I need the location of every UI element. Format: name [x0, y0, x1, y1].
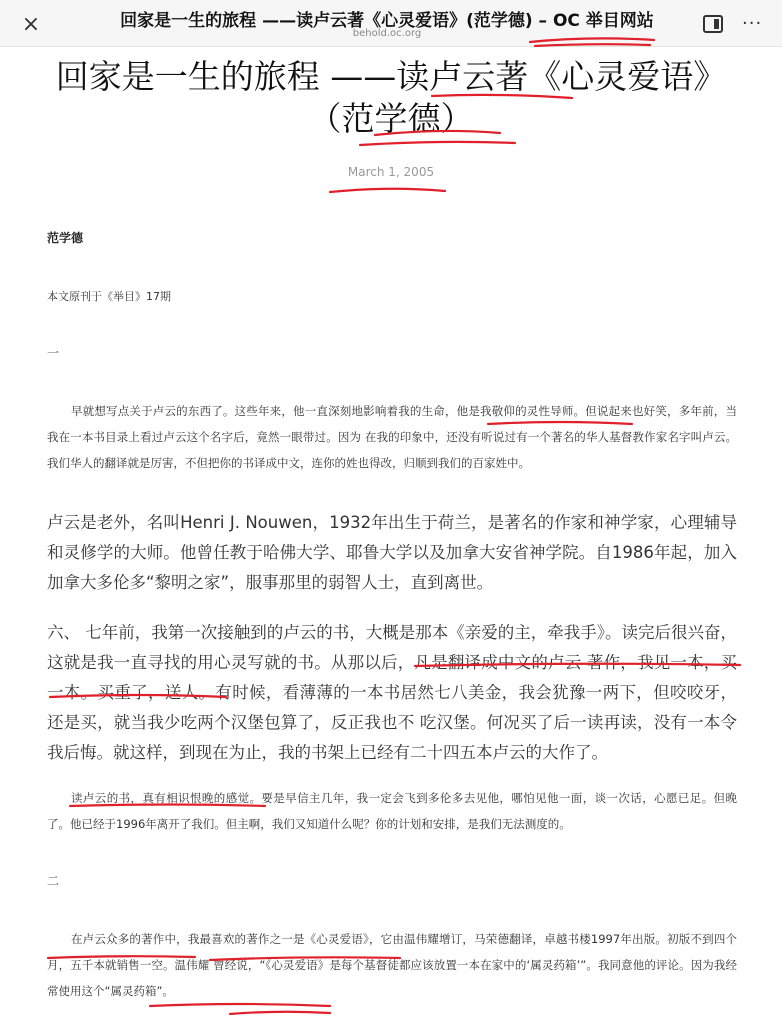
- browser-page-title: 回家是一生的旅程 ——读卢云著《心灵爱语》(范学德) – OC 举目网站: [120, 11, 654, 31]
- paragraph-5: 在卢云众多的著作中，我最喜欢的著作之一是《心灵爱语》，它由温伟耀增订，马荣德翻译，卓越书楼1997年出版。初版不到四个月，五千本就销售一空。温伟耀 曾经说，“《心灵爱语》是每个基督徒都应该放置一本在家中的‘属灵药箱’”。我同意他的评论。因为我经常使用这个“属灵药箱”。: [47, 932, 737, 998]
- publication-note: 本文原刊于《举目》17期: [47, 290, 171, 303]
- underline-date: [330, 189, 445, 192]
- close-icon[interactable]: ×: [21, 12, 41, 37]
- article-date: March 1, 2005: [347, 165, 435, 179]
- browser-url: behold.oc.org: [352, 28, 422, 39]
- section-marker-2: 二: [47, 874, 60, 888]
- browser-toolbar: [0, 0, 782, 47]
- underline-author-name-2: [360, 142, 515, 145]
- paragraph-2: 卢云是老外，名叫Henri J. Nouwen，1932年出生于荷兰，是著名的作家和神学家，心理辅导和灵修学的大师。他曾任教于哈佛大学、耶鲁大学以及加拿大安省神学院。自1986年起，加入加拿大多伦多“黎明之家”，服事那里的弱智人士，直到离世。: [47, 513, 737, 592]
- underline-medicine-box: [150, 1004, 330, 1006]
- underline-medicine-box-2: [230, 1012, 330, 1014]
- article-title: 回家是一生的旅程 ——读卢云著《心灵爱语》（范学德）: [55, 57, 727, 138]
- article-author: 范学德: [47, 231, 84, 245]
- paragraph-1: 早就想写点关于卢云的东西了。这些年来，他一直深刻地影响着我的生命，他是我敬仰的灵性导师。但说起来也好笑，多年前，当我在一本书目录上看过卢云这个名字后，竟然一眼带过。因为 在我的印象中，还没有听说过有一个著名的华人基督教作家名字叫卢云。我们华人的翻译就是厉害，不但把你的书译成中文，连你的姓也得改，归顺到我们的百家姓中。: [47, 404, 737, 470]
- section-marker-1: 一: [47, 346, 60, 360]
- tabs-icon[interactable]: [703, 15, 723, 33]
- paragraph-4: 读卢云的书，真有相识恨晚的感觉。要是早信主几年，我一定会飞到多伦多去见他，哪怕见他一面，谈一次话，心愿已足。但晚了。他已经于1996年离开了我们。但主啊，我们又知道什么呢？你的计划和安排，是我们无法测度的。: [47, 791, 737, 831]
- more-icon[interactable]: ···: [742, 13, 763, 34]
- paragraph-3: 六、 七年前，我第一次接触到的卢云的书，大概是那本《亲爱的主，牵我手》。读完后很兴奋，这就是我一直寻找的用心灵写就的书。从那以后，凡是翻译成中文的卢云 著作，我见一本，买一本。买重了，送人。有时候，看薄薄的一本书居然七八美金，我会犹豫一两下，但咬咬牙，还是买，就当我少吃两个汉堡包算了，反正我也不 吃汉堡。何况买了后一读再读，没有一本令我后悔。就这样，到现在为止，我的书架上已经有二十四五本卢云的大作了。: [47, 623, 737, 762]
